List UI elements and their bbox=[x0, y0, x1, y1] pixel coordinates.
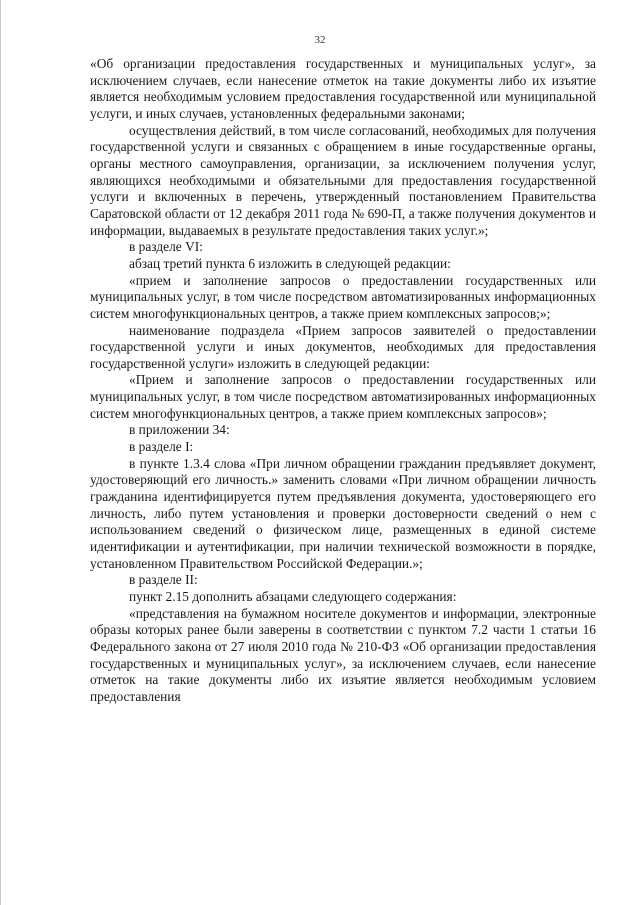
paragraph-6: наименование подраздела «Прием запросов заявителей о предоставлении государственной услуги и иных документов, необходимых для предоставления государственной услуги» изложить в следующей редакции: bbox=[90, 322, 596, 371]
document-body bbox=[90, 56, 596, 706]
paragraph-4: абзац третий пункта 6 изложить в следующей редакции: bbox=[129, 255, 451, 271]
paragraph-11: в разделе II: bbox=[129, 572, 198, 588]
paragraph-7: «Прием и заполнение запросов о предоставлении государственных или муниципальных услуг, в том числе посредством автоматизированных информационных систем многофункциональных центров, а также прием комплексных запросов»; bbox=[90, 372, 596, 421]
page-edge-line bbox=[0, 0, 1, 905]
paragraph-10: в пункте 1.3.4 слова «При личном обращении гражданин предъявляет документ, удостоверяющий его личность.» заменить словами «При личном обращении личность гражданина идентифицируется путем предъявления документа, удостоверяющего его личность, либо путем установления и проверки достоверности сведений о нем с использованием сведений о физическом лице, размещенных в единой системе идентификации и аутентификации, при наличии технической возможности в порядке, установленном Правительством Российской Федерации.»; bbox=[90, 455, 596, 571]
paragraph-9: в разделе I: bbox=[129, 439, 194, 455]
page-number: 32 bbox=[314, 34, 326, 46]
paragraph-3: в разделе VI: bbox=[129, 239, 203, 255]
paragraph-1: «Об организации предоставления государственных и муниципальных услуг», за исключением случаев, если нанесение отметок на такие документы либо их изъятие является необходимым условием предоставления государственной или муниципальной услуги, и иных случаев, установленных федеральными законами; bbox=[90, 56, 596, 121]
paragraph-2: осуществления действий, в том числе согласований, необходимых для получения государственной услуги и связанных с обращением в иные государственные органы, органы местного самоуправления, организации, за исключением получения услуг, являющихся необходимыми и обязательными для предоставления государственной услуги и включенных в перечень, утвержденный постановлением Правительства Саратовской области от 12 декабря 2011 года № 690-П, а также получения документов и информации, выдаваемых в результате предоставления таких услуг.»; bbox=[90, 122, 596, 238]
paragraph-8: в приложении 34: bbox=[129, 422, 230, 438]
paragraph-13: «представления на бумажном носителе документов и информации, электронные образы которых ранее были заверены в соответствии с пунктом 7.2 части 1 статьи 16 Федерального закона от 27 июля 2010 года № 210-ФЗ «Об организации предоставления государственных и муниципальных услуг», за исключением случаев, если нанесение отметок на такие документы либо их изъятие является необходимым условием предоставления bbox=[90, 605, 596, 704]
paragraph-12: пункт 2.15 дополнить абзацами следующего содержания: bbox=[129, 589, 457, 604]
paragraph-5: «прием и заполнение запросов о предоставлении государственных или муниципальных услуг, в том числе посредством автоматизированных информационных систем многофункциональных центров, а также прием комплексных запросов;»; bbox=[90, 272, 596, 321]
